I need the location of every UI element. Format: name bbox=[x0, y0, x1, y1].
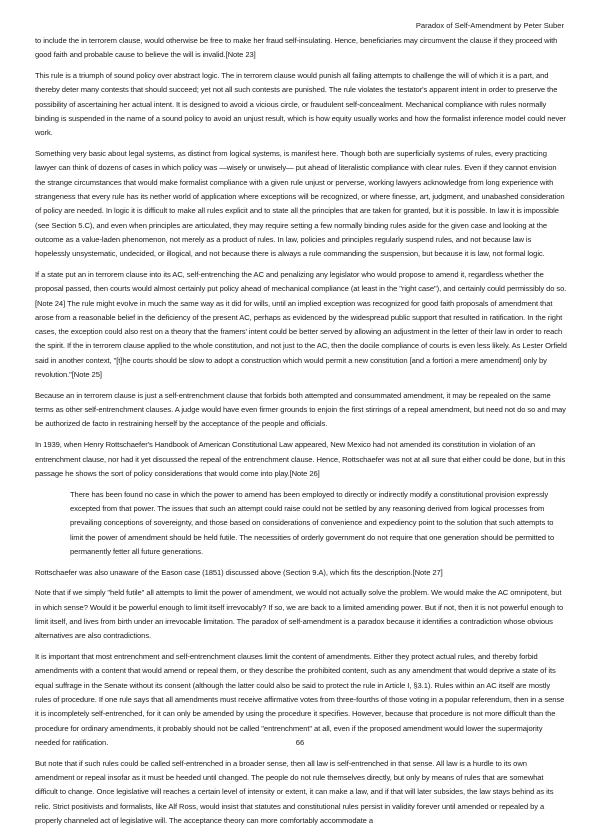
paragraph: This rule is a triumph of sound policy over abstract logic. The in terrorem clause would punish all failing attempts to challenge the will of which it is a part, and thereby deter many contests that should succeed; yet not all such contests are punished. The rule violates the testator's apparent intent in order to preserve the possibility of ascertaining her actual intent. It is designed to avoid a vicious circle, or fraudulent self-concealment. Mechanical compliance with rules normally binding is suspended in the name of a sound policy to avoid an unjust result, which is how equity usually works and how the formalist inference model could never work. bbox=[35, 71, 566, 138]
running-header: Paradox of Self-Amendment by Peter Suber bbox=[415, 21, 564, 30]
paragraph: Something very basic about legal systems, as distinct from logical systems, is manifest here. Though both are superficially systems of rules, every practicing lawyer can think of dozens of cases in which policy was —wisely or unwisely— put ahead of literalistic compliance with clear rules. Even if they cannot envision the strange circumstances that would make formalist compliance with a given rule unjust or perverse, working lawyers acknowledge from long experience with strangeness that every rule has its nether world of application where exceptions will be recognized, or where finesse, art, judgment, and unabashed consideration of policy are needed. In logic it is difficult to make all rules explicit and to state all the principles that are taken for granted, but it is possible. In law it is impossible (see Section 5.C), and even when principles are articulated, they may require setting a few normally binding rules aside for the given case and looking at the outcome as a value-laden phenomenon, not merely as a product of rules. In law, policies and principles regularly suspend rules, and not because law is hopelessly unsystematic, undecided, or illogical, and not because there is always a rule commanding the suspension, but because it is law, not formal logic. bbox=[35, 149, 565, 259]
paragraph: It is important that most entrenchment and self-entrenchment clauses limit the content of amendments. Either they protect actual rules, and thereby forbid amendments with a content that would amend or repeal them, or they describe the prohibited content, such as any amendment that would deprive a state of its equal suffrage in the Senate without its consent (although the latter could also be said to protect the rule in Article I, §3.1). Rules within an AC itself are mostly rules of procedure. If one rule says that all amendments must receive affirmative votes from three-fourths of those voting in a popular referendum, then in a sense it is incompletely self-entrenched, for it can only be amended by using the procedure it specifies. However, because that procedure is not more difficult than the procedure for ordinary amendments, it probably should not be called "entrenchment" at all, even if the proposed amendment would lower the supermajority needed for ratification. bbox=[35, 652, 565, 747]
page-body bbox=[35, 34, 567, 835]
paragraph: Because an in terrorem clause is just a self-entrenchment clause that forbids both attempted and consummated amendment, it may be repealed on the same terms as other self-entrenchment clauses. A judge would have even firmer grounds to enjoin the first stirrings of a repeal amendment, but need not do so and may be authorized de facto in restraining herself by the acceptance of the people and officials. bbox=[35, 390, 566, 429]
paragraph: Rottschaefer was also unaware of the Eason case (1851) discussed above (Section 9.A), which fits the description.[Note 27] bbox=[35, 567, 443, 577]
paragraph: to include the in terrorem clause, would otherwise be free to make her fraud self-insulating. Hence, beneficiaries may circumvent the clause if they proceed with good faith and probable cause to believe the will is invalid.[Note 23] bbox=[35, 36, 558, 60]
paragraph: Note that if we simply "held futile" all attempts to limit the power of amendment, we would not actually solve the problem. We would make the AC omnipotent, but in which sense? Would it be powerful enough to limit itself irrevocably? If so, we are back to a limited amending power. But if not, then it is not powerful enough to limit itself, and lives from birth under an irrevocable limitation. The paradox of self-amendment is a paradox because it identifies a contradiction whose obvious alternatives are also contradictions. bbox=[35, 588, 564, 641]
paragraph: In 1939, when Henry Rottschaefer's Handbook of American Constitutional Law appeared, New Mexico had not amended its constitution in violation of an entrenchment clause, nor had it yet discussed the repeal of the entrenchment clause. Hence, Rottschaefer was not at all sure that either could be done, but in this passage he shows the sort of policy considerations that would come into play.[Note 26] bbox=[35, 440, 566, 478]
paragraph: But note that if such rules could be called self-entrenched in a broader sense, then all law is self-entrenched in that sense. All law is a hurdle to its own amendment or repeal insofar as it must be heeded until changed. The people do not rule themselves directly, but only by means of rules that are somewhat difficult to change. Once legislative will reaches a certain level of intensity or extent, it can make a law, and if that will later subsides, the law stays behind as its relic. Strict positivists and formalists, like Alf Ross, would insist that statutes and constitutional rules persist in validity forever until amended or repealed by a properly channeled act of legislative will. The acceptance theory can more comfortably accommodate a bbox=[35, 758, 554, 825]
page-number: 66 bbox=[295, 738, 305, 747]
block-quote: There has been found no case in which the power to amend has been employed to directly or indirectly modify a constitutional provision expressly excepted from that power. The issues that such an attempt could raise could not be settled by any reasoning derived from logical processes from prevailing conceptions of sovereignty, and those based on considerations of convenience and expediency point to the solution that such attempts to limit the power of amendment should be held futile. The necessities of orderly government do not require that one generation should be permitted to permanently fetter all future generations. bbox=[70, 489, 555, 556]
paragraph: If a state put an in terrorem clause into its AC, self-entrenching the AC and penalizing any legislator who would propose to amend it, regardless whether the proposal passed, then courts would almost certainly put policy ahead of mechanical compliance (at least in the "right case"), and certainly could permissibly do so.[Note 24] The rule might evolve in much the same way as it did for wills, until an implied exception was recognized for good faith proposals of amendment that arose from a reasonable belief in the deficiency of the present AC, perhaps as evidenced by the widespread public support that resulted in ratification. In the right cases, the exception could also rest on a theory that the framers' intent could be better served by allowing an adjustment in the letter of their law in order to reach the spirit. If the in terrorem clause applied to the whole constitution, and not just to the AC, then the docile compliance of courts is even less likely. As Lester Orfield said in another context, "[t]he courts should be slow to adopt a construction which would permit a new constitution [and a fortiori a mere amendment] only by revolution."[Note 25] bbox=[35, 269, 567, 380]
